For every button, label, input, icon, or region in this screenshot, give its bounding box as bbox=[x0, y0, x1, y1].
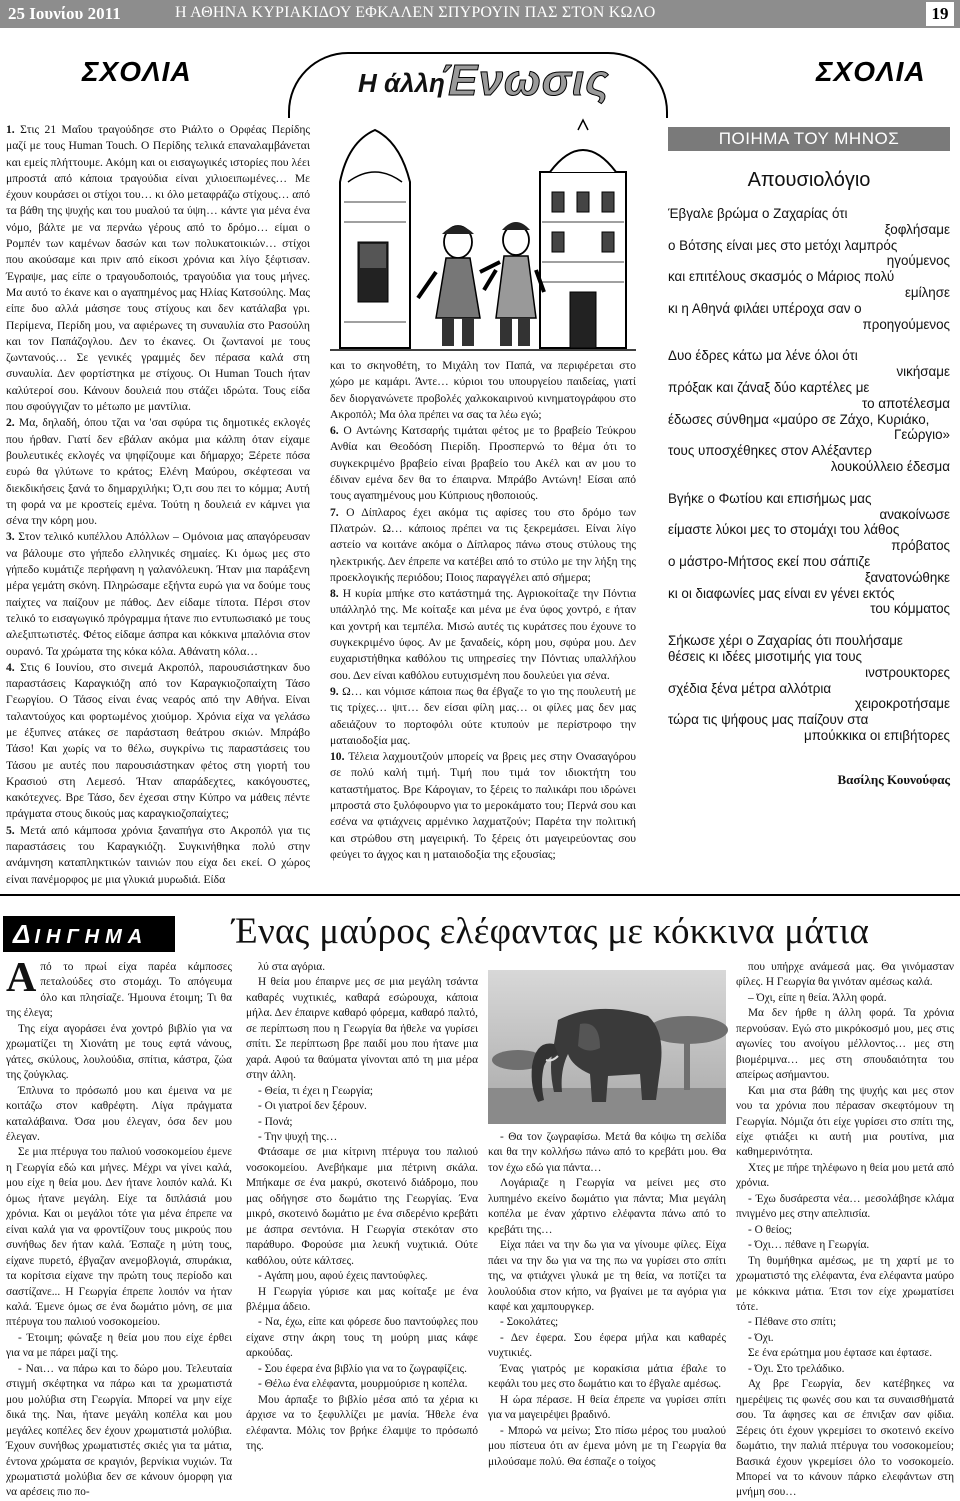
poem-line: και επιτέλους σκασμός ο Μάριος πολύ bbox=[668, 269, 895, 285]
story-paragraph-text: - Ο θείος; bbox=[748, 1223, 793, 1236]
comment-number: 9. bbox=[330, 684, 343, 698]
poem-line: πρόξακ και ζάναξ δύο καρτέλες με bbox=[668, 379, 870, 395]
comment-item bbox=[330, 749, 636, 863]
story-paragraph-text: - Θεία, τι έχει η Γεωργία; bbox=[258, 1084, 374, 1097]
story-paragraph-text: Της είχα αγοράσει ένα χοντρό βιβλίο για να χρωματίζει τη Χιονάτη με τους εφτά νάνους, γάτες, σκύλους, λουλούδια, σπίτια, κάστρα, ζώα της ζούγκλας. bbox=[6, 1022, 232, 1082]
story-paragraph bbox=[736, 960, 954, 991]
story-paragraph bbox=[6, 1362, 232, 1501]
story-paragraph-text: - Μπορώ να μείνω; Στο πίσω μέρος του μυαλού μου πίστευα ότι αν έμενα μόνη με τη Γεωργία θα μιλούσαμε πολύ. Θα έσπαζε ο τοίχος bbox=[488, 1424, 726, 1468]
poem-line-end: λουκούλλειο έδεσμα bbox=[830, 458, 950, 474]
comments-column-left bbox=[6, 122, 310, 892]
story-paragraph bbox=[736, 1254, 954, 1316]
story-paragraph bbox=[246, 1084, 478, 1099]
poem-line-end: ανακοίνωσε bbox=[879, 506, 950, 522]
poem-line-end: το αποτέλεσμα bbox=[862, 395, 950, 411]
poem-box bbox=[668, 127, 950, 788]
poem-line-end: μπούκκικα οι επιβήτορες bbox=[804, 727, 950, 743]
story-paragraph-text: Σε ένα ερώτημα μου έφτασε και έφτασε. bbox=[748, 1347, 933, 1360]
story-paragraph-text: Χτες με πήρε τηλέφωνο η θεία μου μετά από χρόνια. bbox=[736, 1161, 954, 1190]
poem-line: κι η Αθηνά φιλάει υπέροχα σαν ο bbox=[668, 300, 862, 316]
story-paragraph bbox=[736, 1006, 954, 1083]
section-divider bbox=[0, 894, 960, 896]
story-paragraph bbox=[488, 1393, 726, 1424]
comment-text: Ο Δίπλαρος έχει ακόμα τις αφίσες του στο δρόμο των Πλατρών. Ω… κάποιος πρέπει να τις ξεκρεμάσει. Είναι λίγο αστείο να κοιτάνε ακόμα ο Δίπλαρος πάνω στους στύλους της ηλεκτρικής. Δεν έπρεπε να κατέβει από το στύλο με την λήξη της προεκλογικής περιόδου; Ποιος παραγγέλει από σήμερα; bbox=[330, 505, 637, 584]
story-paragraph-text: Η ώρα πέρασε. Η θεία έπρεπε να γυρίσει σπίτι για να μαγειρέψει βραδινό. bbox=[488, 1393, 726, 1422]
story-paragraph bbox=[6, 1331, 232, 1362]
poem-line: ο Βότσης είναι μες στο μετόχι λαμπρός bbox=[668, 237, 898, 253]
story-paragraph-text: Φτάσαμε σε μια κίτρινη πτέρυγα του παλιού νοσοκομείου. Ανεβήκαμε μια πέτρινη σκάλα. Μπήκαμε σε ένα μακρύ, σκοτεινό διάδρομο, που μας οδήγησε στο δωμάτιο της Γεωργίας. Ένα μικρό, σκοτεινό δωμάτιο με ένα σιδερένιο κρεβάτι με άσπρα σεντόνια. Η Γεωργία στεκόταν στο παράθυρο. Φορούσε μια λευκή νυχτικιά. Ούτε καθόλου, ούτε κάλτσες. bbox=[246, 1146, 478, 1267]
story-paragraph-text: που υπήρχε ανάμεσά μας. Θα γινόμασταν φίλες. Η Γεωργία θα γινόταν αμέσως καλά. bbox=[736, 961, 954, 989]
story-section-tab bbox=[3, 916, 175, 952]
poem-author: Βασίλης Κουνούφας bbox=[837, 771, 950, 787]
comment-text: Η κυρία μπήκε στο κατάστημά της. Αγριοκοίταζε την Πόντια υπάλληλό της. Με κοίταξε και μένα με ένα ύφος χοντρό, ε ήταν και χοντρή και τεμπέλα. Μισώ αυτές τις κυράτσες που έχουνε το συγκεκριμένο ύφος. Αν με ξαναδείς, κόρη μου, σφύρα μου. Δεν ευχαριστήθηκα καθόλου τις υπηρεσίες την Πόντιας υπαλλήλου σου. Δεν είναι καθόλου ευτυχισμένη που δουλεύει για σένα. bbox=[330, 587, 636, 682]
story-paragraph-text: - Όχι. Στο τρελάδικο. bbox=[748, 1362, 845, 1375]
story-paragraph-text: - Οι γιατροί δεν ξέρουν. bbox=[258, 1100, 367, 1113]
comment-text: Μα, δηλαδή, όπου τζαι να 'σαι σφύρα τις δημοτικές εκλογές που ήρθαν. Γιατί δεν εβάλαν ακόμα μια κάλπη όταν είχαμε βουλευτικές εκλογές να ψηφίζουμε και δήμαρχο; Ξέρετε πόσα ευρώ θα γλύτωνε το κράτος; Ελένη Μαύρου, σκέφτεσαι να διεκδικήσεις ξανά το δημαρχιλήκι; Ό,τι σου πει το κόμμα; Αυτή τη φορά να με κροστείς εμένα. Τούτη η δουλειά εν κάμνει για σένα την κόρη μου. bbox=[6, 416, 311, 528]
poem-line-end: ξανατονώθηκε bbox=[864, 569, 950, 585]
poem-title: Απουσιολόγιο bbox=[747, 169, 871, 191]
story-column-2 bbox=[246, 960, 478, 1460]
story-paragraph-text: - Αγάπη μου, αφού έχεις παντούφλες. bbox=[258, 1270, 428, 1283]
poem-line: Έβγαλε βρώμα ο Ζαχαρίας ότι bbox=[668, 206, 848, 221]
right-section-kicker: ΣΧΟΛΙΑ bbox=[816, 56, 926, 87]
elephant-photo bbox=[488, 970, 726, 1124]
header-headline: Η ΑΘΗΝΑ ΚΥΡΙΑΚΙΔΟΥ ΕΦΚΑΛΕΝ ΣΠΥΡΟΥΙΝ ΠΑΣ ΣΤΟΝ ΚΩΛΟ bbox=[175, 4, 656, 21]
story-paragraph-text: - Θέλω ένα ελέφαντα, μουρμούρισε η κοπέλα. bbox=[258, 1378, 468, 1391]
story-paragraph-text: - Ναι… να πάρω και το δώρο μου. Τελευταία στιγμή σκέφτηκα να πάρω και τα χρωματιστά μου μολύβια στη Γεωργία. Μπορεί να μην είχε δικά της. Ναι, ήτανε μεγάλη κοπέλα και μου μεγάλες κοπέλες δεν έχουν χρωματιστά μολύβια. Έχουν συνήθως χρωματιστές σκιές για τα μάτια, έντονα χρώματα σε κραγιόν, βερνίκια νυχιών. Τα χρωματιστά μολύβια δεν σε κάνουν όμορφη για να αρέσεις πιο πο- bbox=[6, 1362, 232, 1499]
comment-number: 1. bbox=[6, 123, 21, 136]
story-paragraph bbox=[246, 960, 478, 975]
story-paragraph bbox=[246, 1377, 478, 1392]
comment-number: 10. bbox=[330, 750, 349, 764]
column-masthead bbox=[288, 52, 668, 118]
comment-text: Μετά από κάμποσα χρόνια ξαναπήγα στο Ακροπόλ για τις παραστάσεις του Καραγκιόζη. Συγκινήθηκα πολύ στην ανάμνηση καταπληκτικών ταινιών που είχα δει εκεί. Ο χώρος είναι πανέμορφος με μια γλυκιά μυρωδιά. Είδα bbox=[6, 823, 310, 886]
comment-text: Στον τελικό κυπέλλου Απόλλων – Ομόνοια μας απαγόρευσαν να βάλουμε στο γήπεδο ελληνικές σημαίες. Κι όμως μες στο γήπεδο κυμάτιζε περήφανη η γαλανόλευκη. Ήταν μια παράξενη μέρα γεμάτη σκόνη. Πληρώσαμε εξήντα ευρώ για να δούμε τους παίχτες να παίζουν με πάθος. Δεν είδαμε τίποτα. Πέρσι στον τελικό το εισαγωγικό πρόγραμμα ήτανε πιο εντυπωσιακό με τους αλεξιπτωτιστές. Φέτος είδαμε άσπρα και κόκκινα μπαλόνια στον ουρανό. Τα χρώματα της κόκα κόλα. Αθάνατη κόλα… bbox=[6, 530, 310, 658]
comment-number: 7. bbox=[330, 505, 347, 519]
story-paragraph-text: - Όχι. bbox=[748, 1331, 774, 1344]
story-paragraph bbox=[246, 1315, 478, 1361]
story-title: Ένας μαύρος ελέφαντας με κόκκινα μάτια bbox=[232, 911, 870, 952]
poem-line: κι οι διαφωνίες μας είναι εν γένει εκτός bbox=[668, 585, 895, 601]
poem-line-end: χειροκροτήσαμε bbox=[854, 696, 950, 712]
story-paragraph bbox=[246, 1145, 478, 1269]
story-paragraph bbox=[6, 1145, 232, 1330]
poem-line-end: ινστρουκτορες bbox=[865, 664, 950, 680]
poem-stanza bbox=[668, 206, 950, 332]
story-column-4 bbox=[736, 960, 954, 1499]
poem-line-end: ηγούμενος bbox=[886, 253, 950, 269]
comment-item bbox=[6, 823, 310, 888]
story-paragraph-text: πό το πρωί είχα παρέα κάμποσες πεταλούδες στο στομάχι. Το απόγευμα όλο και πλησίαζε. Ήμουνα έτοιμη; Τι θα της έλεγα; bbox=[6, 961, 232, 1020]
comment-text: Στις 21 Μαΐου τραγούδησε στο Ριάλτο ο Ορφέας Περίδης μαζί με τους Human Touch. Ο Περίδης τελικά επαναλαμβάνεται και εμείς πλήττουμε. Ακόμη και οι εισαγωγικές ιστορίες που λέει μπροστά από κάποια τραγούδια είναι χιλιοειπωμένες… Με έχουν κουράσει οι στίχοι του… κι όλο μεταφράζω στίχους… από τα βάθη της ψυχής και του μυαλού τα ύψη… κάντε για μένα ένα νόμο, βάλτε με να περνάω γέρους από το δρόμο… είμαι ο Ρομπέν των καμένων δασών και των πολυκατοικιών… στίχοι που ακούσαμε και πριν από είκοσι χρόνια και λίγο ξέφτισαν. Έγραψε, μας είπε ο τραγουδοποιός, τραγούδια για τους μήνες. Μα αυτό το έκανε και ο αγαπημένος μας Ηλίας Κατσούλης. Μας είπε δυο αλλά μάσησε τους στίχους και δεν κατάλαβα γρι. Περίμενα, Περίδη μου, να αφιέρωνες τη συναυλία στο Ρασούλη και τον Παπάζογλου. Δεν το έκανες. Οι ζωντανοί με τους ζωντανούς… Σε γενικές γραμμές δεν πέρασα καλά στη συναυλία. Δεν φορτίστηκα με στίχους. Οι Human Touch ήταν καλύτεροί σου. Κάνουν δουλειά που στάζει ιδρώτα. Τους είδα που σφούγγιζαν το μέτωπο με μαντίλια. bbox=[6, 123, 311, 414]
story-paragraph-text: - Θα τον ζωγραφίσω. Μετά θα κόψω τη σελίδα και θα την κολλήσω πάνω από το κρεβάτι μου. Θα τον έχω εδώ για πάντα… bbox=[488, 1131, 726, 1174]
story-paragraph-text: - Δεν έφερα. Σου έφερα μήλα και καθαρές νυχτικιές. bbox=[488, 1331, 726, 1360]
story-paragraph bbox=[736, 991, 954, 1006]
poem-line: έδωσες σύνθημα «μαύρο σε Ζάχο, Κυριάκο, bbox=[668, 411, 930, 427]
story-paragraph-text: - Πέθανε στο σπίτι; bbox=[748, 1316, 837, 1329]
story-paragraph-text: Λογάριαζε η Γεωργία να μείνει μες στο λυπημένο εκείνο δωμάτιο για πάντα; Μια μεγάλη κοπέλα με έναν χάρτινο ελέφαντα πάνω από το κρεβάτι της… bbox=[488, 1177, 726, 1236]
story-paragraph bbox=[488, 1424, 726, 1470]
karagiozis-cartoon-illustration bbox=[330, 122, 636, 360]
poem-section-band: ΠΟΙΗΜΑ ΤΟΥ ΜΗΝΟΣ bbox=[668, 127, 950, 151]
poem-line: θέσεις κι ιδέες μισοτιμής για τους bbox=[668, 648, 863, 664]
story-paragraph bbox=[736, 1223, 954, 1238]
story-paragraph bbox=[736, 1377, 954, 1501]
story-paragraph-text: - Σοκολάτες; bbox=[500, 1316, 559, 1329]
story-paragraph bbox=[488, 1176, 726, 1238]
poem-line: Βγήκε ο Φωτίου και επισήμως μας bbox=[668, 490, 872, 506]
comment-item bbox=[330, 505, 636, 586]
story-paragraph bbox=[736, 1362, 954, 1377]
comment-text: Στις 6 Ιουνίου, στο σινεμά Ακροπόλ, παρουσιάστηκαν δυο παραστάσεις Καραγκιόζη από τον Καραγκιοζοπαίχτη Τάσο Γεωργίου. Ο Τάσος είναι ένας νεαρός από την Αθήνα. Είναι ταλαντούχος και φορτωμένος χιούμορ. Χρόνια είχα να γελάσω με έξυπνες ατάκες σε παράσταση θεάτρου σκιών. Μπράβο Τάσο! Και χωρίς να το θέλω, συγκρίνω τις παραστάσεις του Τάσου με αυτές που παρουσιάστηκαν φέτος στη γιορτή του Κρασιού στη Λεμεσό. Ήταν απαράδεχτες, κακόγουστες, κακότεχνες. Βρε Τάσο, δεν έχεσαι στην Κύπρο να μάθεις πέντε πράγματα στους δικούς μας καραγκιοζοπαίχτες; bbox=[6, 660, 311, 821]
story-paragraph-text: - Έχω δυσάρεστα νέα… μεσολάβησε κλάμα πνιγμένο μες στην απελπισία. bbox=[736, 1192, 954, 1221]
comments-column-middle bbox=[330, 358, 636, 890]
comment-number: 6. bbox=[330, 424, 344, 438]
poem-line: τους υποσχέθηκες στον Αλέξαντερ bbox=[668, 443, 872, 459]
story-paragraph-text: - Σου έφερα ένα βιβλίο για να το ζωγραφίζεις. bbox=[258, 1362, 467, 1375]
story-paragraph bbox=[246, 1362, 478, 1377]
poem-line: ο μάστρο-Μήτσος εκεί που σάπιζε bbox=[668, 553, 871, 569]
poem-line-end: νικήσαμε bbox=[896, 364, 950, 380]
masthead-name: Ένωσις bbox=[440, 56, 610, 105]
issue-date: 25 Ιουνίου 2011 bbox=[8, 4, 121, 23]
story-paragraph bbox=[736, 1161, 954, 1192]
story-paragraph bbox=[736, 1192, 954, 1223]
story-paragraph bbox=[736, 1084, 954, 1161]
story-column-3 bbox=[488, 1130, 726, 1468]
story-paragraph-text: Είχα πάει να την δω για να γίνουμε φίλες. Είχα πάει να την δω για να της πω να γυρίσει στο σπίτι της, να φτιάχνει γλυκά με τη θεία, να ποτίζει τα λουλούδια στον κήπο, να βγαίνει με τα αγόρια για καφέ και χαμπουργκερ. bbox=[488, 1239, 726, 1313]
comment-text: Τέλεια λαχμουτζούν μπορείς να βρεις μες στην Ονασαγόρου σε πολύ καλή τιμή. Τιμή που τιμά τον ιδιοκτήτη του καταστήματος. Βρε Κάρογιαν, το ξέρεις το παλικάρι που ιδρώνει μπροστά στο ξυλόφουρνο για το μεροκάματο του; Περνά σου και εσένα να φτιάχνεις αρμένικο λαχματζούν; Παρέτα την πολιτική και στρώθου στη μαγειρική. Το ξέρεις ότι μαγειρεύοντας σου φεύγει το άγχος και η ματαιοδοξία της εξουσίας; bbox=[330, 750, 636, 861]
left-section-kicker: ΣΧΟΛΙΑ bbox=[82, 56, 192, 87]
story-paragraph bbox=[488, 1238, 726, 1315]
story-paragraph bbox=[246, 1269, 478, 1284]
poem-stanzas bbox=[668, 206, 950, 744]
story-paragraph bbox=[488, 1315, 726, 1330]
story-paragraph-text: – Όχι, είπε η θεία. Άλλη φορά. bbox=[748, 991, 887, 1004]
poem-line-end: προηγούμενος bbox=[862, 316, 950, 332]
story-section-tab-rest: ΙΗΓΗΜΑ bbox=[34, 926, 149, 948]
story-drop-cap: Α bbox=[6, 955, 37, 1001]
poem-line-end: εμίλησε bbox=[904, 284, 950, 300]
comment-text: και το σκηνοθέτη, το Μιχάλη τον Παπά, να περιφέρεται στο χώρο με καμάρι. Άντε… κύριοι του υπουργείου παιδείας, γιατί δεν διοργανώνετε προβολές χαλκοκαιρινού κινηματογράφου στο Ακροπόλ; Μα όλα πρέπει να σας τα λέω εγώ; bbox=[330, 359, 636, 421]
story-paragraph-text: Σε μια πτέρυγα του παλιού νοσοκομείου έμενε η Γεωργία εδώ και μήνες. Μέχρι να γίνει καλά, μου είχε η θεία μου. Δεν ήτανε λοιπόν καλά. Κι όμως ήτανε μεγάλη. Είχε τα διπλάσιά μου χρόνια. Και οι μεγάλοι τότε για μένα έπρεπε να είναι καλά για να φροντίζουν τους μικρούς που συνήθως δεν ήταν καλά. Έσπαζε η μύτη τους, είχανε πυρετό, έβγαζαν ανεμοβλογιά, σπυράκια, τα κορίτσια είχανε την πρώτη τους περίοδο και σαστίζανε... Η Γεωργία έπρεπε λοιπόν να ήταν καλά. Έμενε όμως σε ένα δωμάτιο μόνη, σε μια πτέρυγα του παλιού νοσοκομείου. bbox=[6, 1146, 232, 1329]
story-paragraph-text: λύ στα αγόρια. bbox=[258, 961, 326, 973]
comment-item bbox=[330, 423, 636, 504]
story-paragraph bbox=[488, 1362, 726, 1393]
poem-line-end: ξοφλήσαμε bbox=[884, 221, 950, 237]
story-paragraph-text: Και μια στα βάθη της ψυχής και μες στον νου τα χρόνια που πέρασαν σκεφτόμουν τη Γεωργία. Νόμιζα ότι είχε γυρίσει στο σπίτι της, είχε φτιάξει κι αυτή μια ρουτίνα, μια καθημερινότητα. bbox=[736, 1084, 954, 1159]
story-paragraph bbox=[246, 975, 478, 1083]
story-paragraph-text: - Να, έχω, είπε και φόρεσε δυο παντούφλες που είχανε στην άκρη τους τη μούρη μιας κάφε αρκούδας. bbox=[246, 1316, 478, 1360]
story-paragraph-text: Η θεία μου έπαιρνε μες σε μια μεγάλη τσάντα καθαρές νυχτικιές, καθαρά εσώρουχα, κάποια μήλα. Δεν έπαιρνε καθαρό φόρεμα, καθαρό παλτό, σε περίπτωση που η Γεωργία θα ήθελε να γυρίσει σπίτι. Σε περίπτωση βρε παιδί μου που ήτανε μια χαρά. Αφού τα θαύματα γίνονται από τη μια μέρα στην άλλη. bbox=[246, 976, 478, 1082]
comment-number: 5. bbox=[6, 823, 20, 837]
poem-line-end: του κόμματος bbox=[870, 601, 950, 617]
story-paragraph bbox=[246, 1285, 478, 1316]
story-paragraph bbox=[6, 1022, 232, 1084]
page-header-bar bbox=[0, 0, 960, 28]
story-column-1 bbox=[6, 955, 232, 1499]
story-section-tab-initial: Δ bbox=[13, 919, 35, 949]
story-paragraph-text: - Έτοιμη; φώναξε η θεία μου που είχε έρθει για να με πάρει μαζί της. bbox=[6, 1331, 232, 1360]
comment-number: 2. bbox=[6, 416, 19, 430]
poem-line-end: Γεώργιο» bbox=[894, 427, 950, 443]
story-paragraph bbox=[6, 955, 232, 1022]
story-paragraph-text: Μου άρπαξε το βιβλίο μέσα από τα χέρια κι άρχισε να το ξεφυλλίζει με μανία. Ήθελε ένα ελέφαντα. Μόλις τον βρήκε έλαμψε το πρόσωπό της. bbox=[246, 1393, 478, 1453]
poem-line: Σήκωσε χέρι ο Ζαχαρίας ότι πουλήσαμε bbox=[668, 633, 903, 649]
story-paragraph bbox=[736, 1238, 954, 1253]
poem-line: τώρα τις ψήφους μας παίζουν στα bbox=[668, 712, 869, 728]
story-paragraph-text: Μα δεν ήρθε η άλλη φορά. Τα χρόνια περνούσαν. Εγώ στο μικρόκοσμό μου, μες στις αγωνίες του ανοίγου μέλλοντος… μες στη βιομέριμνα… μες στη σπουδαιότητα του απείρως ασήμαντου. bbox=[736, 1007, 954, 1082]
story-paragraph bbox=[246, 1099, 478, 1114]
comment-text: Ο Αντώνης Κατσαρής τιμάται φέτος με το βραβείο Τεύκρου Ανθία και Θεοδόση Πιερίδη. Προσπερνώ το θέμα ότι το συγκεκριμένο βραβείο είναι βραβείο του Ακέλ και αν μου το έδιναν εμένα δεν θα το έπαιρνα. Μπράβο Αντώνη! Είσαι από τους αγαπημένους μου Κύπριους ηθοποιούς. bbox=[330, 424, 636, 503]
poem-line-end: πρόβατος bbox=[891, 538, 950, 554]
comment-text: Ω… και νόμισε κάποια πως θα έβγαζε το γιο της πουλευτή με τις τρίχες… ψιτ… δεν είσαι φίλη μας… οι φίλες μας δεν μας αδειάζουν το πορτοφόλι ούτε κτυπούν με περίστροφο την ματαιοδοξία μας. bbox=[330, 684, 637, 747]
comment-item bbox=[330, 586, 636, 684]
comment-number: 4. bbox=[6, 660, 21, 674]
story-paragraph bbox=[246, 1115, 478, 1130]
comment-number: 8. bbox=[330, 587, 343, 601]
poem-line: σχέδια ξένα μέτρα αλλότρια bbox=[668, 680, 832, 696]
comment-item bbox=[6, 415, 310, 529]
poem-stanza bbox=[668, 491, 950, 617]
story-paragraph-text: Η Γεωργία γύρισε και μας κοίταξε με ένα βλέμμα άδειο. bbox=[246, 1285, 478, 1313]
page-number: 19 bbox=[926, 2, 954, 26]
story-section-tab-label bbox=[13, 919, 149, 949]
poem-line: Δυο έδρες κάτω μα λένε όλοι ότι bbox=[668, 348, 858, 364]
story-paragraph bbox=[246, 1393, 478, 1455]
story-paragraph-text: - Πονά; bbox=[258, 1115, 293, 1128]
story-paragraph bbox=[736, 1315, 954, 1330]
comment-item bbox=[6, 529, 310, 659]
poem-line: είμαστε λύκοι μες το στομάχι του λάθος bbox=[668, 522, 900, 538]
story-paragraph bbox=[488, 1130, 726, 1176]
story-paragraph bbox=[246, 1130, 478, 1145]
story-paragraph-text: Έπλυνα το πρόσωπό μου και έμεινα να με κοιτάζω στον καθρέφτη. Λίγα πράγματα καταλάβαινα. Όσα μου έλεγαν, όσα δεν μου έλεγαν. bbox=[6, 1084, 232, 1143]
comment-item bbox=[330, 358, 636, 423]
story-paragraph-text: Τη θυμήθηκα αμέσως, με τη χαρτί με το χρωματιστό της ελέφαντα, ένα ελέφαντα μαύρο με κόκκινα μάτια. Έτσι τον είχε χρωματίσει τότε. bbox=[736, 1254, 954, 1313]
comment-item bbox=[330, 684, 636, 749]
story-paragraph bbox=[6, 1084, 232, 1146]
story-paragraph bbox=[736, 1331, 954, 1346]
masthead-prefix: Η άλλη bbox=[358, 68, 445, 98]
story-paragraph-text: Αχ βρε Γεωργία, δεν κατέβηκες να ημερέψεις τις φωνές σου και τα συναισθήματά σου. Τα άφησες και σε έπνιξαν σαν φίδια. Ξέρεις ότι έχουν γκρεμίσει το σκοτεινό εκείνο δωμάτιο, την παλιά πτέρυγα του νοσοκομείου; Βασικά έχουν γκρεμίσει όλο το νοσοκομείο. Μπορεί να το κάνουν πάρκο ελεφάντων στη μνήμη σου… bbox=[736, 1378, 954, 1499]
comment-item bbox=[6, 660, 310, 823]
story-paragraph-text: - Την ψυχή της… bbox=[258, 1130, 338, 1143]
story-paragraph bbox=[736, 1346, 954, 1361]
story-paragraph-text: Ένας γιατρός με κορακίσια μάτια έβαλε το κεφάλι του μες στο δωμάτιο και το έβγαλε αμέσως. bbox=[488, 1362, 726, 1391]
poem-stanza bbox=[668, 633, 950, 744]
story-paragraph bbox=[488, 1331, 726, 1362]
poem-stanza bbox=[668, 348, 950, 474]
comment-item bbox=[6, 122, 310, 415]
comment-number: 3. bbox=[6, 530, 19, 544]
story-paragraph-text: - Όχι… πέθανε η Γεωργία. bbox=[748, 1239, 870, 1252]
